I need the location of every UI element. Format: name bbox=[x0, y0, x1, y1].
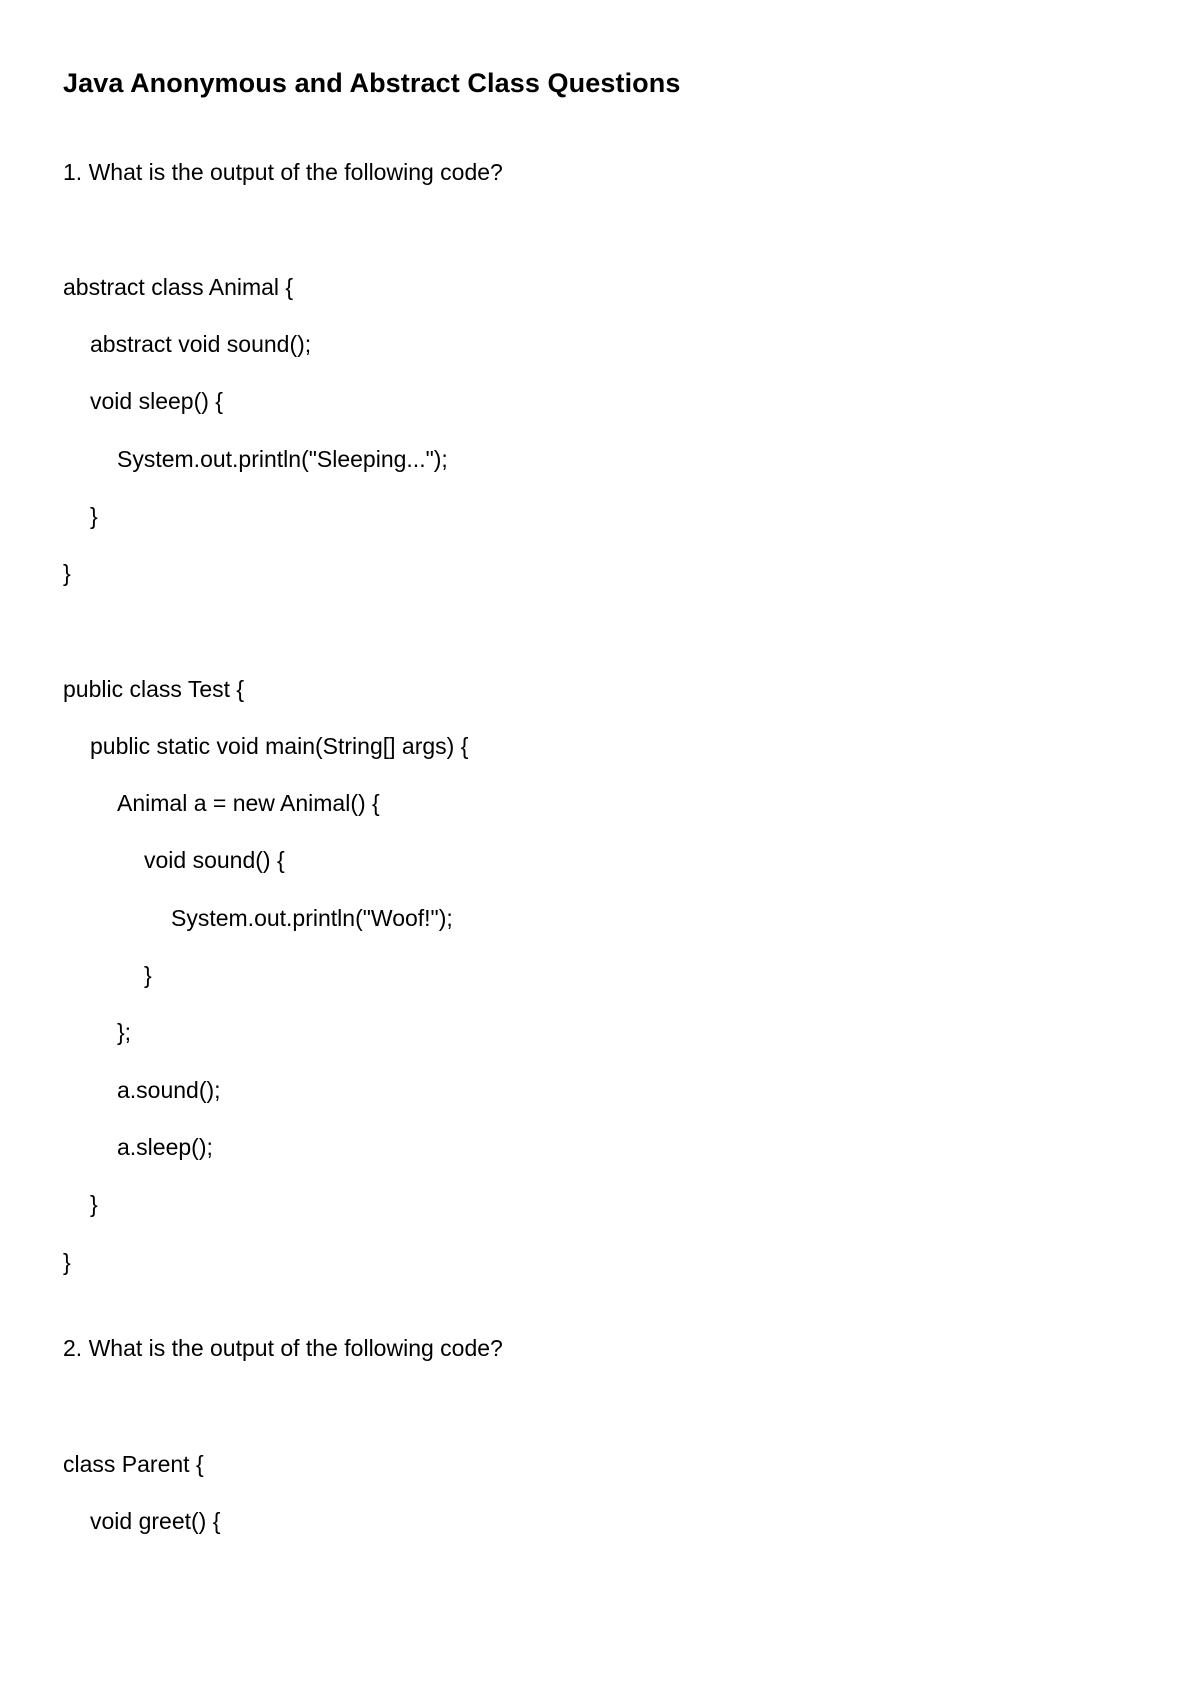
code-line: System.out.println("Sleeping..."); bbox=[117, 446, 448, 472]
code-line: a.sleep(); bbox=[117, 1134, 213, 1160]
code-line: a.sound(); bbox=[117, 1077, 221, 1103]
code-line: }; bbox=[117, 1019, 132, 1045]
question-1-prompt: 1. What is the output of the following code? bbox=[63, 159, 503, 185]
code-line: public static void main(String[] args) { bbox=[90, 733, 469, 759]
code-line: class Parent { bbox=[63, 1451, 204, 1477]
code-line: void sleep() { bbox=[90, 388, 223, 414]
code-line: public class Test { bbox=[63, 676, 245, 702]
code-line: } bbox=[90, 503, 98, 529]
code-line: Animal a = new Animal() { bbox=[117, 790, 380, 816]
code-line: } bbox=[90, 1191, 98, 1217]
code-line: } bbox=[144, 962, 152, 988]
code-line: } bbox=[63, 560, 71, 586]
code-line: System.out.println("Woof!"); bbox=[171, 905, 453, 931]
code-line: void sound() { bbox=[144, 847, 285, 873]
code-line: void greet() { bbox=[90, 1508, 221, 1534]
question-2-prompt: 2. What is the output of the following code? bbox=[63, 1335, 503, 1361]
code-line: abstract void sound(); bbox=[90, 331, 312, 357]
code-line: } bbox=[63, 1249, 71, 1275]
document-title: Java Anonymous and Abstract Class Questions bbox=[63, 68, 681, 98]
code-line: abstract class Animal { bbox=[63, 274, 294, 300]
